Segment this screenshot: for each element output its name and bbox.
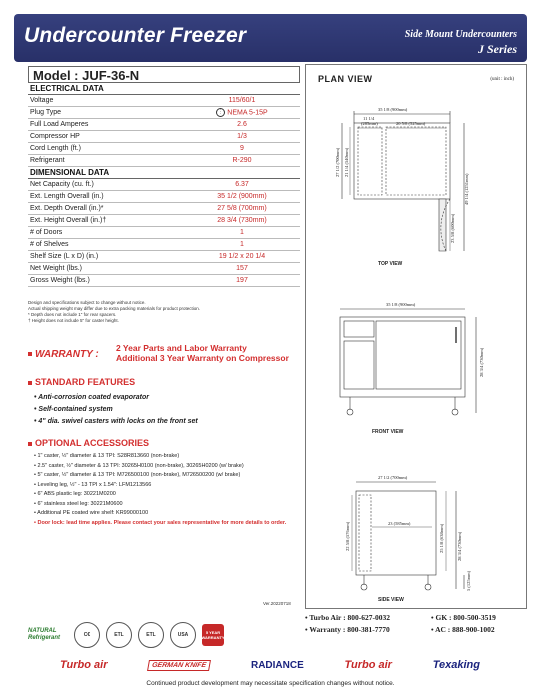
dim-front-height: 28 3/4 (730mm): [479, 347, 484, 377]
spec-value: 27 5/8 (700mm): [184, 203, 300, 215]
square-bullet-icon: [28, 381, 32, 385]
spec-notes: [28, 300, 300, 324]
side-view-door: [359, 495, 371, 571]
note-line: Design and specifications subject to change without notice.: [28, 300, 146, 305]
usa-badge-icon: USA: [170, 622, 196, 648]
dim-top-inner-left: 11 1/4: [363, 116, 375, 121]
table-row: [28, 155, 300, 167]
warranty-line-1: 2 Year Parts and Labor Warranty: [116, 343, 247, 353]
spec-label: Ext. Height Overall (in.)†: [28, 215, 184, 227]
dim-top-inner-right: 20 5/8 (525mm): [396, 121, 426, 126]
side-view-caption: SIDE VIEW: [378, 597, 404, 603]
texaking-logo: Texaking: [432, 659, 480, 671]
spec-label: Net Weight (lbs.): [28, 263, 184, 275]
contact-gk: • GK : 800-500-3519: [431, 612, 496, 622]
dim-side-caster: 5 (125mm): [466, 570, 471, 591]
german-knife-logo: GERMAN KNIFE: [147, 660, 211, 671]
table-row: [28, 215, 300, 227]
spec-label: Ext. Depth Overall (in.)*: [28, 203, 184, 215]
brand-logos: [60, 656, 480, 674]
spec-value: 9: [184, 143, 300, 155]
spec-value: 35 1/2 (900mm): [184, 191, 300, 203]
header-banner: [14, 14, 527, 62]
spec-value: 6.37: [184, 179, 300, 191]
door-lock-note: • Door lock: lead time applies. Please contact your sales representative for more details to order.: [34, 520, 298, 527]
dimensional-heading-row: [28, 167, 300, 179]
drawing-panel: [305, 64, 527, 609]
model-label: Model :: [33, 68, 79, 83]
natural-refrigerant-logo: NATURAL Refrigerant: [28, 628, 61, 641]
ul-badge-icon: ETL: [106, 622, 132, 648]
footer-disclaimer: Continued product development may necessitate specification changes without notice.: [146, 680, 395, 687]
spec-label: Shelf Size (L x D) (in.): [28, 251, 184, 263]
list-item: • Self-contained system: [34, 404, 198, 416]
top-view-caption: TOP VIEW: [378, 261, 403, 267]
table-row: [28, 95, 300, 107]
spec-label: Ext. Length Overall (in.): [28, 191, 184, 203]
certification-badges: [28, 620, 224, 650]
plug-icon: ⋮: [218, 109, 224, 115]
table-row: [28, 131, 300, 143]
spec-value: NEMA 5-15P: [227, 109, 268, 117]
dim-top-inner-depth: 21 1/4 (540mm): [344, 147, 349, 177]
list-item: • Additional PE coated wire shelf: KR99000100: [34, 510, 298, 517]
category-label: Side Mount Undercounters: [404, 29, 517, 40]
radiance-logo: RADIANCE: [250, 659, 304, 671]
dim-door-width: 23 5/8 (600mm): [450, 213, 455, 243]
series-label: J Series: [478, 42, 517, 56]
list-item: • 6" stainless steel leg: 30221M0600: [34, 501, 298, 508]
dim-door-swing: 49 1/4 (1251mm): [464, 173, 469, 205]
front-view-caption: FRONT VIEW: [372, 429, 404, 435]
spec-value: 1: [184, 227, 300, 239]
plug-type-cell: [184, 107, 300, 119]
warranty-label: WARRANTY :: [28, 349, 99, 360]
list-item: • 6" ABS plastic leg: 30221M0200: [34, 491, 298, 498]
table-row: [28, 275, 300, 287]
top-view-outline: [354, 123, 450, 199]
version-label: Ver.20220718: [263, 601, 291, 606]
list-item: • Anti-corrosion coated evaporator: [34, 392, 198, 404]
spec-value: 1/3: [184, 131, 300, 143]
spec-label: Voltage: [28, 95, 184, 107]
spec-value: 28 3/4 (730mm): [184, 215, 300, 227]
table-row: [28, 263, 300, 275]
spec-label: # of Shelves: [28, 239, 184, 251]
list-item: • 1" caster, ½" diameter & 13 TPI: S28R813660 (non-brake): [34, 453, 298, 460]
spec-value: 197: [184, 275, 300, 287]
list-item: • Leveling leg, ½" - 13 TPI x 1.54": LFM1213566: [34, 482, 298, 489]
dim-top-depth: 27 1/2 (700mm): [335, 147, 340, 177]
contact-warranty: • Warranty : 800-381-7770: [305, 624, 390, 634]
dim-side-h3: 28 3/4 (730mm): [457, 531, 462, 561]
dim-side-h2: 25 1/8 (638mm): [439, 523, 444, 553]
spec-value: 115/60/1: [184, 95, 300, 107]
dim-top-width: 35 1/8 (900mm): [378, 107, 408, 112]
note-line: * Depth does not include 1" for rear spacers.: [28, 312, 117, 317]
etl-badge-icon: ETL: [138, 622, 164, 648]
spec-value: R-290: [184, 155, 300, 167]
dim-front-width: 35 1/8 (900mm): [386, 302, 416, 307]
list-item: • 2.5" caster, ½" diameter & 13 TPI: 30265H0100 (non-brake), 30265H0200 (w/ brake): [34, 463, 298, 470]
unit-label: (unit : inch): [490, 77, 514, 82]
turbo-air-logo: Turbo air: [60, 659, 108, 671]
dim-side-inner: 23 (585mm): [388, 521, 411, 526]
dim-side-h1: 22 5/8 (576mm): [345, 521, 350, 551]
top-view-interior: [386, 127, 446, 195]
model-box: [28, 66, 300, 83]
spec-label: Full Load Amperes: [28, 119, 184, 131]
dimensional-heading: DIMENSIONAL DATA: [28, 167, 300, 179]
square-bullet-icon: [28, 442, 32, 446]
note-line: Actual shipping weight may differ due to extra packing materials for product protection.: [28, 306, 201, 311]
side-view-outline: [356, 491, 436, 575]
contact-row: [305, 623, 527, 635]
optional-accessories-heading: OPTIONAL ACCESSORIES: [28, 438, 149, 448]
spec-value: 2.6: [184, 119, 300, 131]
technical-drawing: [306, 65, 528, 610]
model-value: JUF-36-N: [82, 68, 140, 83]
spec-value: 157: [184, 263, 300, 275]
warranty-badge-icon: 5 YEAR WARRANTY: [202, 624, 224, 646]
table-row: [28, 203, 300, 215]
table-row: [28, 107, 300, 119]
square-bullet-icon: [28, 352, 32, 356]
note-line: † Height does not include 5" for caster height.: [28, 318, 119, 323]
accessories-list: [34, 453, 298, 529]
control-panel: [344, 321, 374, 337]
spec-label: Compressor HP: [28, 131, 184, 143]
front-view-outline: [340, 317, 465, 397]
table-row: [28, 119, 300, 131]
table-row: [28, 179, 300, 191]
spec-label: Plug Type: [28, 107, 184, 119]
page-title: Undercounter Freezer: [24, 24, 247, 47]
warranty-line-2: Additional 3 Year Warranty on Compressor: [116, 353, 289, 363]
spec-value: 19 1/2 x 20 1/4: [184, 251, 300, 263]
electrical-heading: ELECTRICAL DATA: [28, 83, 300, 95]
standard-features-heading: STANDARD FEATURES: [28, 377, 135, 387]
contact-block: [305, 611, 527, 635]
table-row: [28, 227, 300, 239]
table-row: [28, 191, 300, 203]
turbo-air-logo: Turbo air: [344, 659, 392, 671]
compressor-grille: [344, 341, 374, 389]
table-row: [28, 143, 300, 155]
spec-label: Gross Weight (lbs.): [28, 275, 184, 287]
spec-label: Cord Length (ft.): [28, 143, 184, 155]
spec-label: Refrigerant: [28, 155, 184, 167]
electrical-heading-row: [28, 83, 300, 95]
spec-label: Net Capacity (cu. ft.): [28, 179, 184, 191]
top-view-door: [439, 199, 446, 251]
front-door: [376, 321, 461, 389]
table-row: [28, 239, 300, 251]
spec-label: # of Doors: [28, 227, 184, 239]
ce-badge-icon: C€: [74, 622, 100, 648]
contact-turbo-air: • Turbo Air : 800-627-0032: [305, 612, 390, 622]
top-view-compartment: [358, 127, 382, 195]
dim-top-inner-left-mm: (285mm): [361, 121, 378, 126]
list-item: • 5" caster, ½" diameter & 13 TPI: M726500100 (non-brake), M726500200 (w/ brake): [34, 472, 298, 479]
spec-table: [28, 82, 300, 287]
list-item: • 4" dia. swivel casters with locks on the front set: [34, 416, 198, 428]
features-list: [34, 392, 198, 428]
contact-ac: • AC : 888-900-1002: [431, 624, 495, 634]
spec-value: 1: [184, 239, 300, 251]
table-row: [28, 251, 300, 263]
contact-row: [305, 611, 527, 623]
dim-side-depth: 27 1/2 (700mm): [378, 475, 408, 480]
plan-view-title: PLAN VIEW: [318, 74, 373, 84]
